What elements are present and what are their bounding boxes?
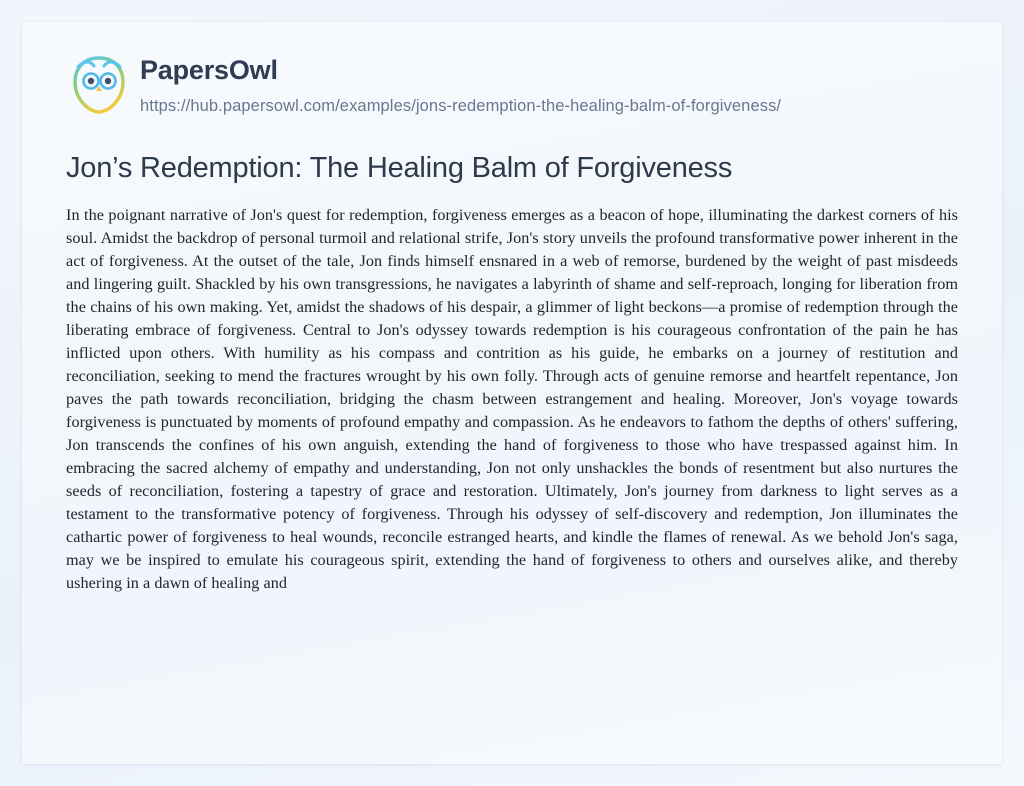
site-url[interactable]: https://hub.papersowl.com/examples/jons-redemption-the-healing-balm-of-forgiveness/ — [140, 96, 782, 115]
article-sheet — [22, 22, 1002, 764]
site-header — [70, 50, 978, 128]
article-body-text: In the poignant narrative of Jon's quest for redemption, forgiveness emerges as a beacon of hope, illuminating the darkest corners of his soul. Amidst the backdrop of personal turmoil and relational strife, Jon's story unveils the profound transformative power inherent in the act of forgiveness. At the outset of the tale, Jon finds himself ensnared in a web of remorse, burdened by the weight of past misdeeds and lingering guilt. Shackled by his own transgressions, he navigates a labyrinth of shame and self-reproach, longing for liberation from the chains of his own making. Yet, amidst the shadows of his despair, a glimmer of light beckons—a promise of redemption through the liberating embrace of forgiveness. Central to Jon's odyssey towards redemption is his courageous confrontation of the pain he has inflicted upon others. With humility as his compass and contrition as his guide, he embarks on a journey of restitution and reconciliation, seeking to mend the fractures wrought by his own folly. Through acts of genuine remorse and heartfelt repentance, Jon paves the path towards reconciliation, bridging the chasm between estrangement and healing. Moreover, Jon's voyage towards forgiveness is punctuated by moments of profound empathy and compassion. As he endeavors to fathom the depths of others' suffering, Jon transcends the confines of his own anguish, extending the hand of forgiveness to those who have trespassed against him. In embracing the sacred alchemy of empathy and understanding, Jon not only unshackles the bonds of resentment but also nurtures the seeds of reconciliation, fostering a tapestry of grace and restoration. Ultimately, Jon's journey from darkness to light serves as a testament to the transformative potency of forgiveness. Through his odyssey of self-discovery and redemption, Jon illuminates the cathartic power of forgiveness to heal wounds, reconcile estranged hearts, and kindle the flames of renewal. As we behold Jon's saga, may we be inspired to emulate his courageous spirit, extending the hand of forgiveness to others and ourselves alike, and thereby ushering in a dawn of healing and — [66, 206, 958, 593]
article — [46, 150, 978, 595]
brand-name[interactable]: PapersOwl — [140, 55, 278, 85]
owl-logo-icon[interactable] — [70, 54, 128, 116]
brand-block — [140, 50, 781, 116]
page-title: Jon’s Redemption: The Healing Balm of Forgiveness — [66, 152, 733, 184]
